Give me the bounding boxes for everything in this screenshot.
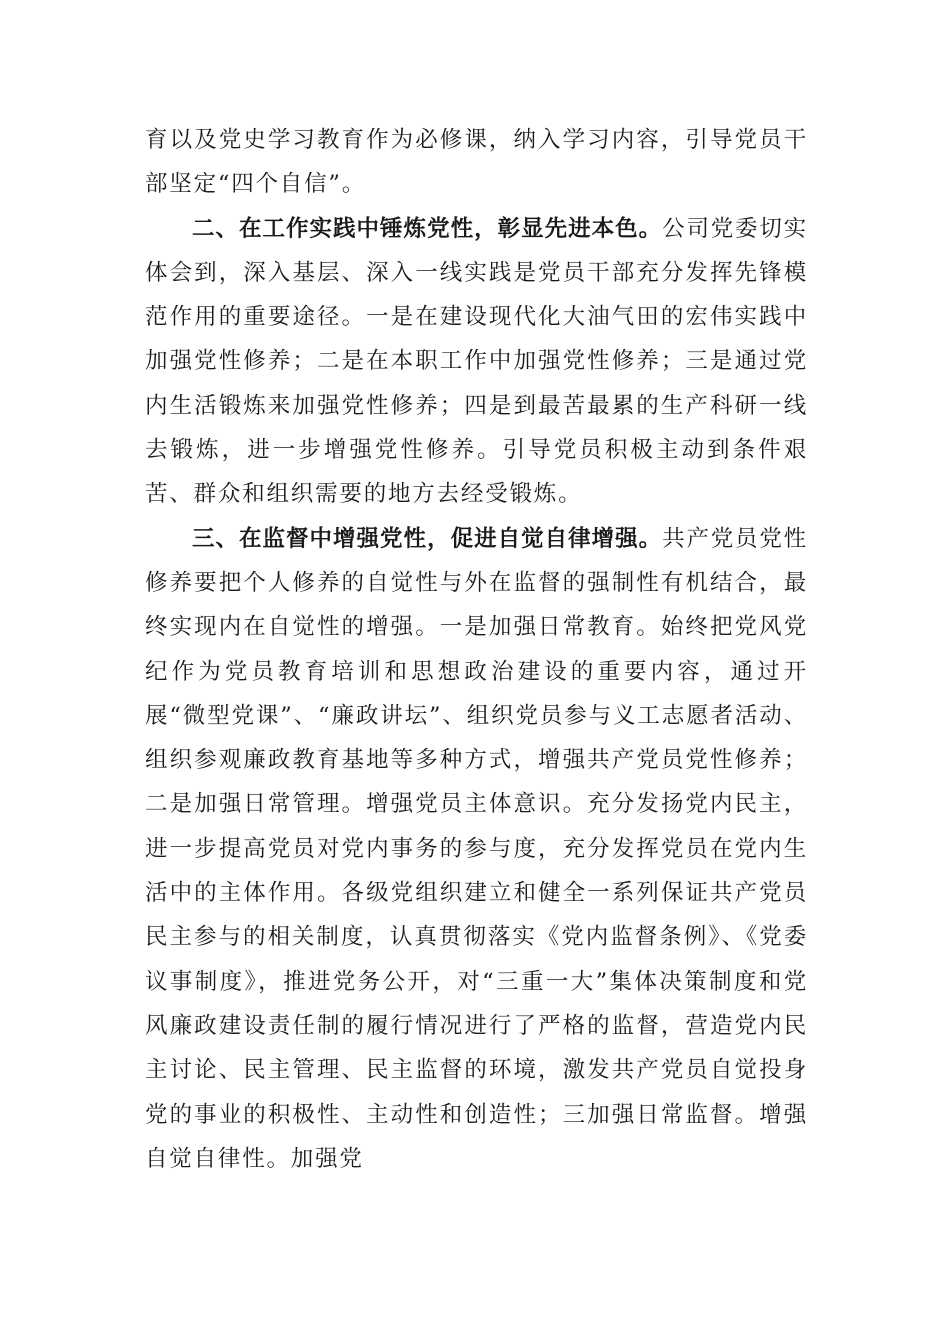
paragraph-section-three <box>145 517 808 1181</box>
paragraph-text: 公司党委切实体会到，深入基层、深入一线实践是党员干部充分发挥先锋模范作用的重要途径。一是在建设现代化大油气田的宏伟实践中加强党性修养；二是在本职工作中加强党性修养；三是通过党内生活锻炼来加强党性修养；四是到最苦最累的生产科研一线去锻炼，进一步增强党性修养。引导党员积极主动到条件艰苦、群众和组织需要的地方去经受锻炼。 <box>145 215 808 508</box>
paragraph-text: 育以及党史学习教育作为必修课，纳入学习内容，引导党员干部坚定“四个自信”。 <box>145 127 808 198</box>
section-heading: 三、在监督中增强党性，促进自觉自律增强。 <box>192 525 663 552</box>
section-heading: 二、在工作实践中锤炼党性，彰显先进本色。 <box>192 215 663 242</box>
paragraph-continuation <box>145 118 808 207</box>
paragraph-section-two <box>145 207 808 517</box>
paragraph-text: 共产党员党性修养要把个人修养的自觉性与外在监督的强制性有机结合，最终实现内在自觉性的增强。一是加强日常教育。始终把党风党纪作为党员教育培训和思想政治建设的重要内容，通过开展“微型党课”、“廉政讲坛”、组织党员参与义工志愿者活动、组织参观廉政教育基地等多种方式，增强共产党员党性修养；二是加强日常管理。增强党员主体意识。充分发扬党内民主，进一步提高党员对党内事务的参与度，充分发挥党员在党内生活中的主体作用。各级党组织建立和健全一系列保证共产党员民主参与的相关制度，认真贯彻落实《党内监督条例》、《党委议事制度》，推进党务公开，对“三重一大”集体决策制度和党风廉政建设责任制的履行情况进行了严格的监督，营造党内民主讨论、民主管理、民主监督的环境，激发共产党员自觉投身党的事业的积极性、主动性和创造性；三加强日常监督。增强自觉自律性。加强党 <box>145 525 808 1172</box>
document-page <box>145 118 808 1181</box>
